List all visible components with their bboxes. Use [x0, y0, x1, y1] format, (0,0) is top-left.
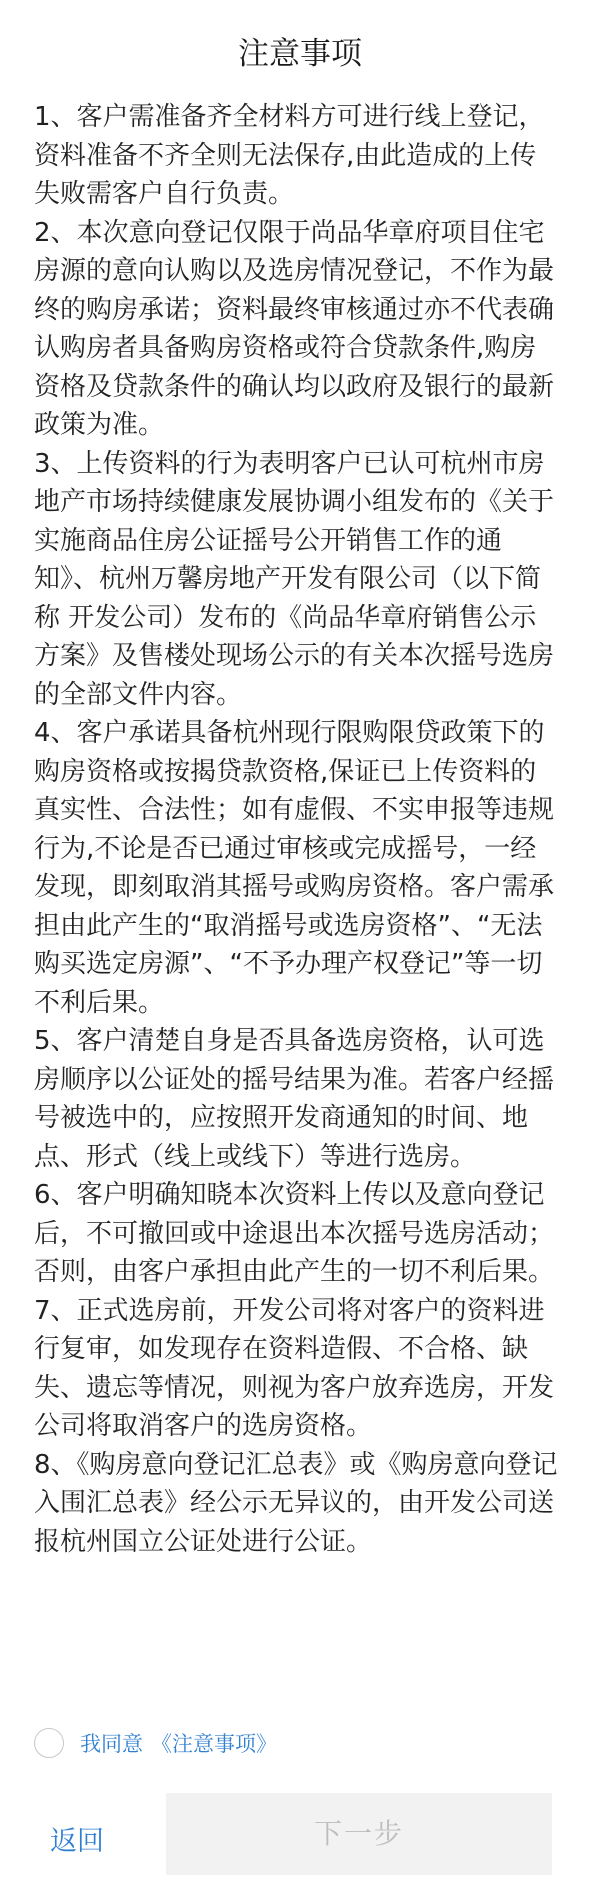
- clause-6: 6、客户明确知晓本次资料上传以及意向登记后，不可撤回或中途退出本次摇号选房活动；否则，由客户承担由此产生的一切不利后果。: [34, 1180, 555, 1287]
- notice-content: [34, 98, 562, 1561]
- back-button[interactable]: 返回: [50, 1826, 104, 1857]
- next-step-button[interactable]: 下一步: [166, 1793, 552, 1875]
- clause-5: 5、客户清楚自身是否具备选房资格，认可选房顺序以公证处的摇号结果为准。若客户经摇号被选中的，应按照开发商通知的时间、地点、形式（线上或线下）等进行选房。: [34, 1026, 555, 1172]
- clause-1: 1、客户需准备齐全材料方可进行线上登记，资料准备不齐全则无法保存,由此造成的上传失败需客户自行负责。: [34, 102, 545, 209]
- clause-7: 7、正式选房前，开发公司将对客户的资料进行复审，如发现存在资料造假、不合格、缺失、遗忘等情况，则视为客户放弃选房，开发公司将取消客户的选房资格。: [34, 1295, 555, 1441]
- notice-link[interactable]: 《注意事项》: [151, 1732, 277, 1756]
- agree-radio[interactable]: [34, 1728, 64, 1758]
- clause-2: 2、本次意向登记仅限于尚品华章府项目住宅房源的意向认购以及选房情况登记，不作为最终的购房承诺；资料最终审核通过亦不代表确认购房者具备购房资格或符合贷款条件,购房资格及贷款条件的确认均以政府及银行的最新政策为准。: [34, 217, 555, 440]
- clause-3: 3、上传资料的行为表明客户已认可杭州市房地产市场持续健康发展协调小组发布的《关于实施商品住房公证摇号公开销售工作的通知》、杭州万馨房地产开发有限公司（以下简称 开发公司）发布的《尚品华章府销售公示方案》及售楼处现场公示的有关本次摇号选房的全部文件内容。: [34, 448, 555, 710]
- agree-checkbox-row[interactable]: [34, 1723, 277, 1763]
- agree-label: [80, 1728, 277, 1758]
- clause-8: 8、《购房意向登记汇总表》或《购房意向登记入围汇总表》经公示无异议的，由开发公司送报杭州国立公证处进行公证。: [34, 1449, 558, 1557]
- agree-prefix: 我同意: [80, 1732, 143, 1756]
- clause-4: 4、客户承诺具备杭州现行限购限贷政策下的购房资格或按揭贷款资格,保证已上传资料的真实性、合法性；如有虚假、不实申报等违规行为,不论是否已通过审核或完成摇号，一经发现，即刻取消其摇号或购房资格。客户需承担由此产生的“取消摇号或选房资格”、“无法购买选定房源”、“不予办理产权登记”等一切不利后果。: [34, 718, 555, 1018]
- page-title: 注意事项: [238, 36, 362, 72]
